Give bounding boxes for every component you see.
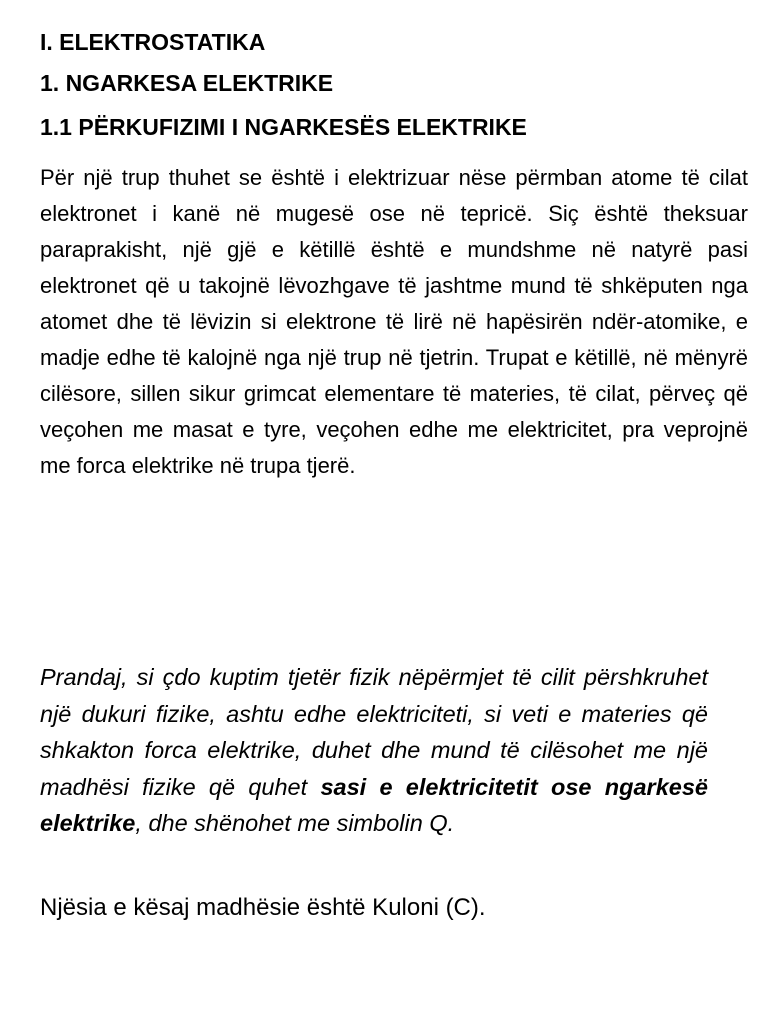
- paragraph-2-tail: , dhe shënohet me simbolin Q.: [135, 810, 455, 836]
- section-heading: 1. NGARKESA ELEKTRIKE: [40, 70, 334, 96]
- subsection-heading: 1.1 PËRKUFIZIMI I NGARKESËS ELEKTRIKE: [40, 114, 527, 140]
- body-paragraph-1: Për një trup thuhet se është i elektrizuar nëse përmban atome të cilat elektronet i kanë në mugesë ose në tepricë. Siç është theksuar paraprakisht, një gjë e këtillë është e mundshme në natyrë pasi elektronet që u takojnë lëvozhgave të jashtme mund të shkëputen nga atomet dhe të lëvizin si elektrone të lirë në hapësirën ndër-atomike, e madje edhe të kalojnë nga një trup në tjetrin. Trupat e këtillë, në mënyrë cilësore, sillen sikur grimcat elementare të materies, të cilat, përveç që veçohen me masat e tyre, veçohen edhe me elektricitet, pra veprojnë me forca elektrike në trupa tjerë.: [40, 165, 748, 478]
- unit-statement: Njësia e kësaj madhësie është Kuloni (C).: [40, 894, 486, 921]
- paragraph-2-intro: Prandaj, si çdo kuptim tjetër fizik nëpërmjet të cilit përshkruhet një dukuri fizike, ashtu edhe elektriciteti, si veti e materies që shkakton forca elektrike, duhet dhe mund të cilësohet me një madhësi fizike që quhet: [40, 664, 708, 800]
- body-paragraph-2: [40, 659, 708, 842]
- chapter-heading: I. ELEKTROSTATIKA: [40, 29, 266, 55]
- defined-term: sasi e elektricitetit ose ngarkesë elektrike: [40, 773, 708, 836]
